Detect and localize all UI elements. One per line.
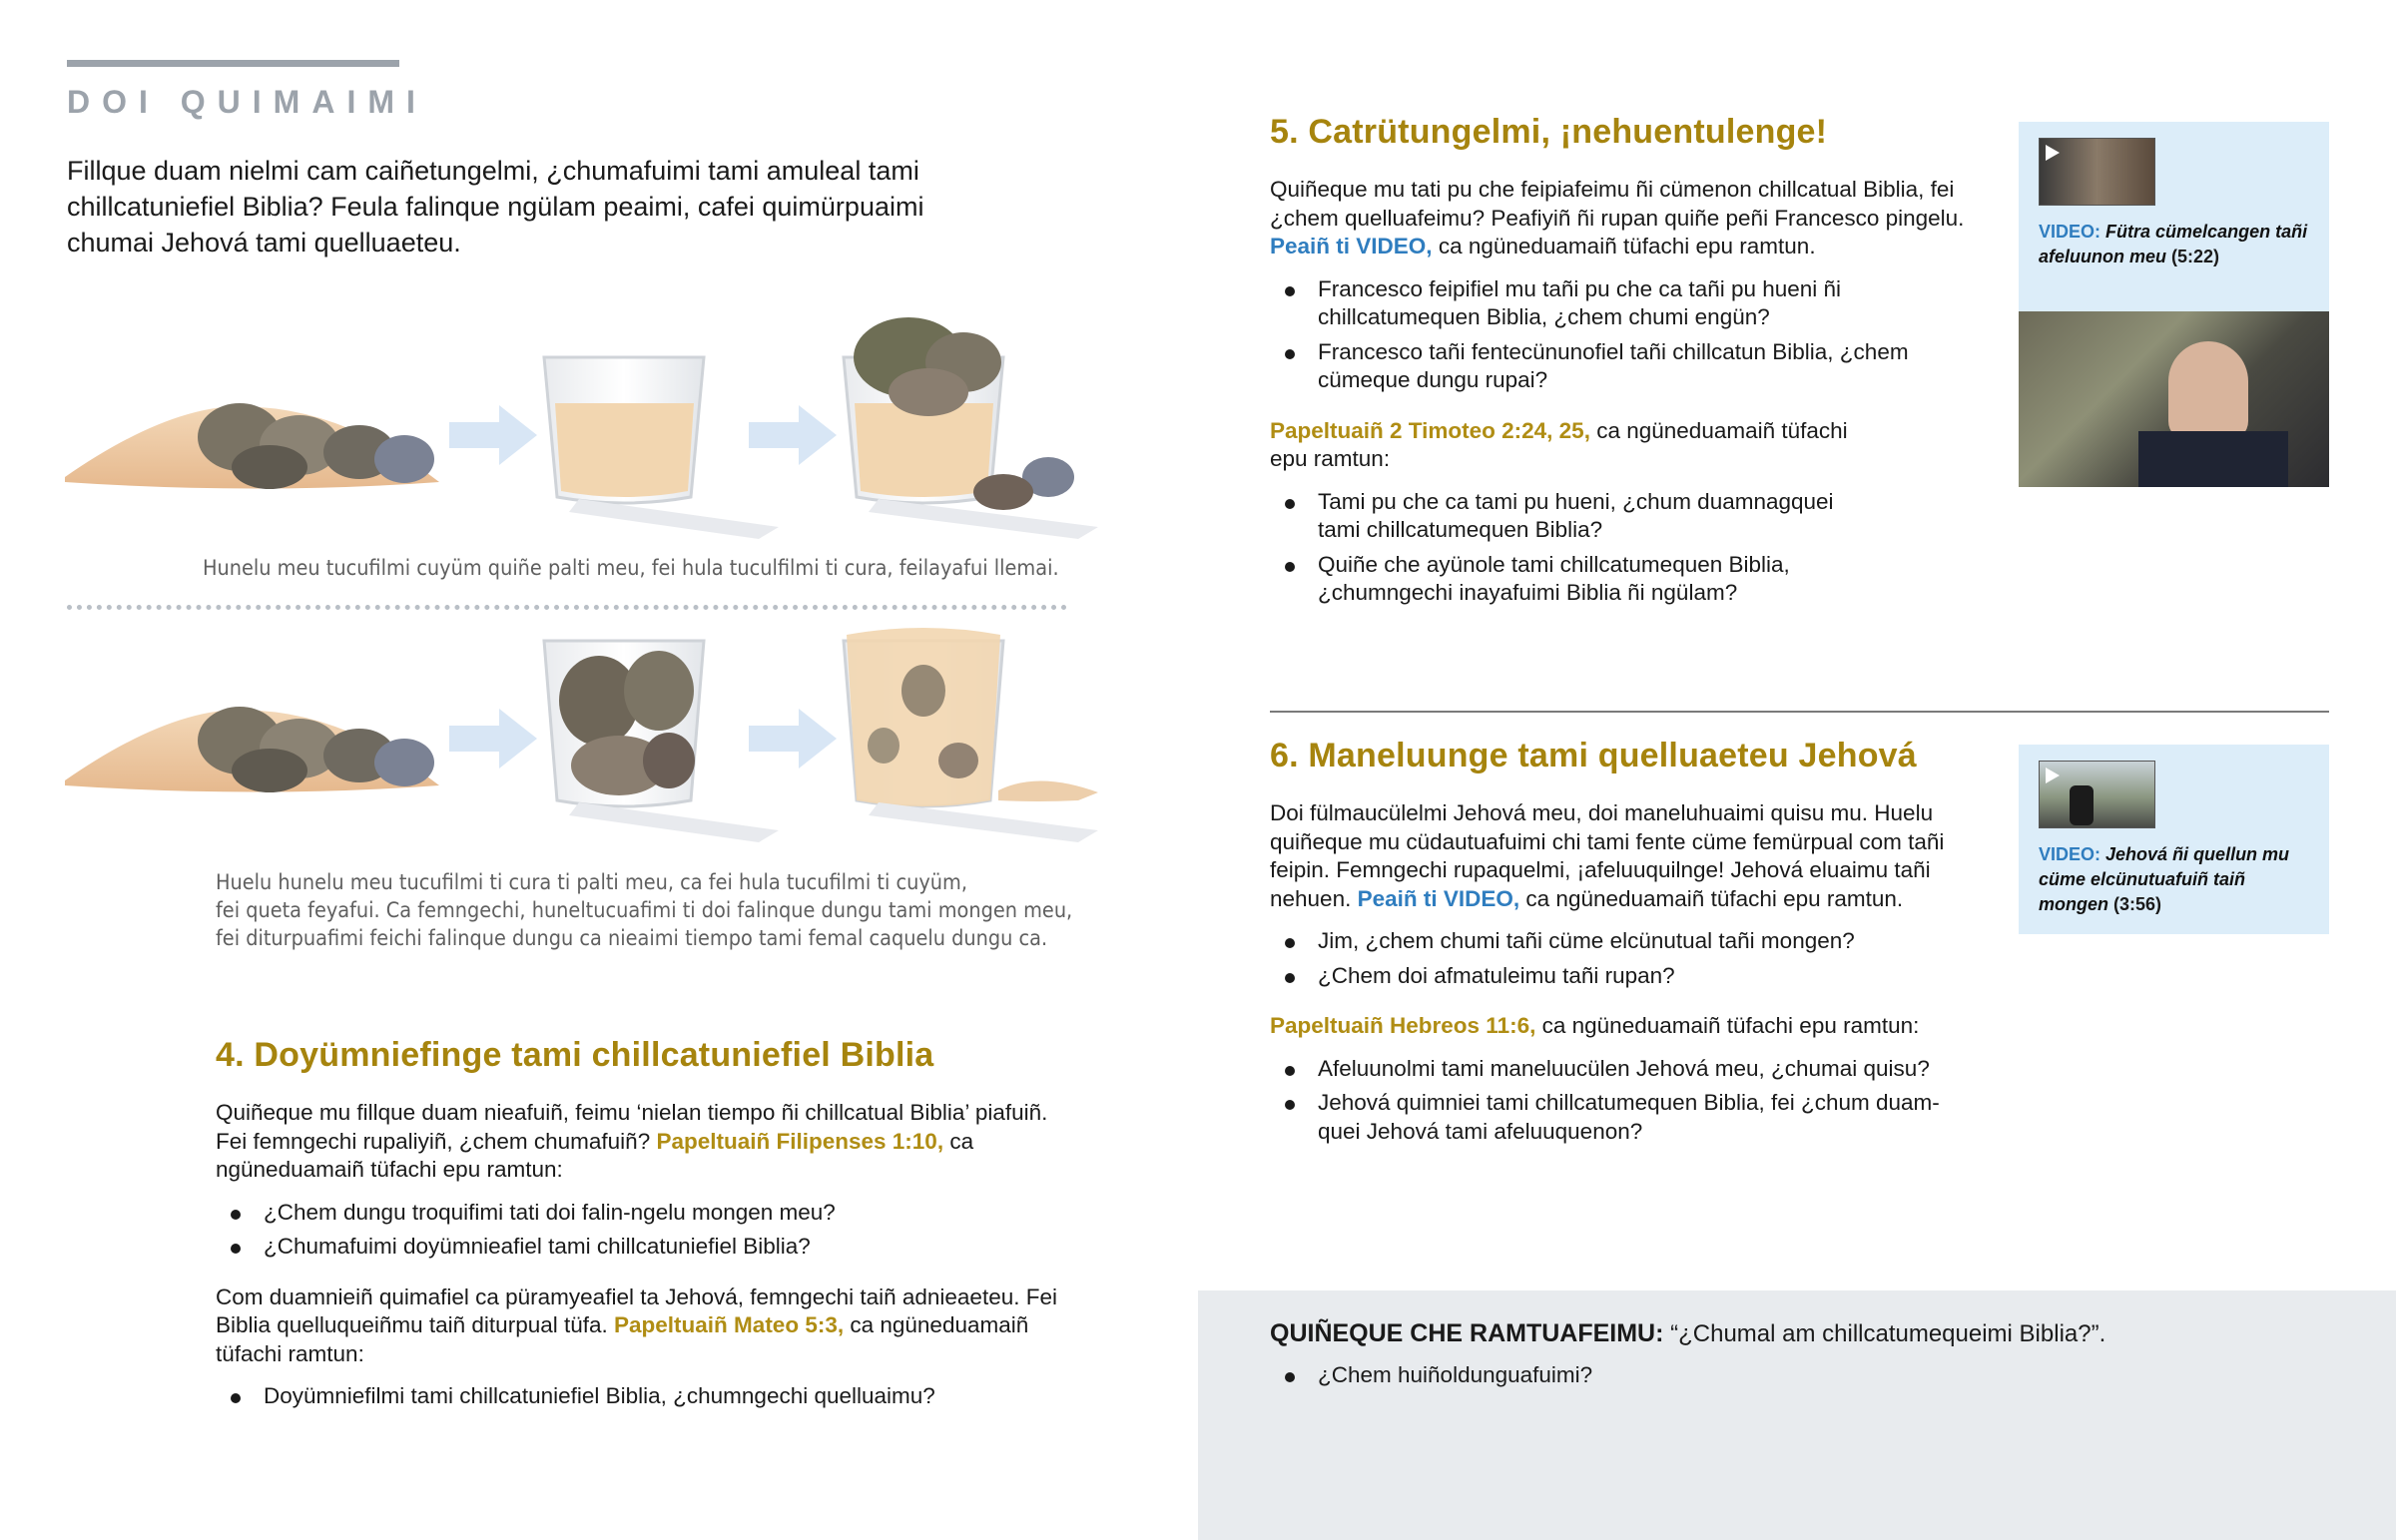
section-6: [1270, 737, 1989, 1152]
paragraph-text: Com duamnieiñ quimafiel ca püramyeafiel ta Jehová, femngechi taiñ adnieaeteu. Fei Biblia quelluqueiñmu taiñ diturpual tüfa.: [216, 1283, 1057, 1337]
caption-line: fei diturpuafimi feichi falinque dungu ca nieaimi tiempo tami femal caquelu dungu ca.: [216, 926, 1048, 950]
video-link[interactable]: Peaiñ ti VIDEO,: [1357, 885, 1520, 911]
section-divider: [1270, 711, 2329, 713]
video-name: Jehová ñi quellun mu cüme elcünutuafuiñ taiñ mongen: [2039, 844, 2290, 914]
paragraph-text: Doi fülmaucülelmi Jehová meu, doi maneluhuaimi quisu mu. Huelu quiñeque mu cüdautuafuimi chi tami fente cüme femürpual com tañi feipin. Femngechi rupaquelmi, ¡afeluuquilnge! Jehová eluaimu tañi nehuen.: [1270, 800, 1945, 911]
intro-paragraph: Fillque duam nielmi cam caiñetungelmi, ¿chumafuimi tami amuleal tami chillcatuniefiel Biblia? Feula falinque ngülam peaimi, cafei quimürpuaimi chumai Jehová tami quelluaeteu.: [67, 156, 924, 257]
list-item: Jim, ¿chem chumi tañi cüme elcünutual tañi mongen?: [1270, 927, 1989, 956]
illustration-caption-bottom: [216, 868, 1072, 952]
caption-line: Huelu hunelu meu tucufilmi ti cura ti palti meu, ca fei hula tucufilmi ti cuyüm,: [216, 870, 967, 894]
list-item: ¿Chem dungu troquifimi tati doi falin-ngelu mongen meu?: [216, 1199, 1059, 1228]
list-item: Quiñe che ayünole tami chillcatumequen Biblia, ¿chumngechi inayafuimi Biblia ñi ngülam?: [1270, 551, 1869, 608]
paragraph-text: Quiñeque mu fillque duam nieafuiñ, feimu ‘nielan tiempo ñi chillcatual Biblia’ piafuiñ. Fei femngechi rupaliyiñ, ¿chem chumafuiñ?: [216, 1100, 1048, 1154]
section-6-questions-1: [1270, 927, 1989, 990]
video-title: [2039, 842, 2318, 917]
section-rule: [67, 60, 399, 67]
caption-line: fei queta feyafui. Ca femngechi, huneltucuafimi ti doi falinque dungu tami mongen meu,: [216, 898, 1073, 922]
section-5-paragraph-2: [1270, 417, 1869, 474]
list-item: ¿Chumafuimi doyümnieafiel tami chillcatuniefiel Biblia?: [216, 1233, 1059, 1262]
list-item: Francesco tañi fentecünunofiel tañi chillcatun Biblia, ¿chem cümeque dungu rupai?: [1270, 338, 1979, 395]
list-item: Doyümniefilmi tami chillcatuniefiel Biblia, ¿chumngechi quelluaimu?: [216, 1382, 1059, 1411]
list-item: Jehová quimniei tami chillcatumequen Biblia, fei ¿chum duam-quei Jehová tami afeluuquenon?: [1270, 1089, 1969, 1146]
section-5-paragraph-1: [1270, 176, 1979, 261]
section-4-paragraph-1: [216, 1099, 1059, 1185]
list-item: Francesco feipifiel mu tañi pu che ca tañi pu hueni ñi chillcatumequen Biblia, ¿chem chumi engün?: [1270, 275, 1979, 332]
section-6-paragraph-2: [1270, 1012, 1989, 1041]
paragraph-text: ca ngüneduamaiñ tüfachi ramtun:: [216, 1312, 1029, 1366]
section-4: [216, 1036, 1059, 1417]
section-6-questions-2: [1270, 1055, 1969, 1147]
illustration-rocks-first: [60, 317, 1118, 539]
section-4-questions-1: [216, 1199, 1059, 1262]
section-6-title: 6. Maneluunge tami quelluaeteu Jehová: [1270, 737, 1917, 774]
section-6-paragraph-1: [1270, 799, 1989, 913]
paragraph-text: ca ngüneduamaiñ tüfachi epu ramtun:: [1270, 417, 1848, 471]
summary-label: QUIÑEQUE CHE RAMTUAFEIMU:: [1270, 1319, 1664, 1347]
summary-question: [1270, 1319, 2328, 1349]
video-label: VIDEO:: [2039, 222, 2101, 242]
scripture-reference[interactable]: Papeltuaiñ Mateo 5:3,: [614, 1312, 845, 1337]
list-item: Afeluunolmi tami maneluucülen Jehová meu, ¿chumai quisu?: [1270, 1055, 1969, 1084]
video-duration: (5:22): [2171, 247, 2220, 266]
play-icon: [2046, 145, 2060, 161]
illustration-sand-first: [60, 621, 1118, 842]
section-4-paragraph-2: [216, 1283, 1059, 1369]
video-box-5[interactable]: [2019, 122, 2329, 311]
scripture-reference[interactable]: Papeltuaiñ Filipenses 1:10,: [656, 1128, 944, 1154]
video-thumbnail[interactable]: [2039, 138, 2155, 206]
video-thumbnail[interactable]: [2039, 761, 2155, 828]
list-item: ¿Chem huiñoldunguafuimi?: [1270, 1361, 2328, 1390]
section-4-title: 4. Doyümniefinge tami chillcatuniefiel Biblia: [216, 1036, 934, 1074]
summary-list: [1270, 1361, 2328, 1390]
section-kicker: DOI QUIMAIMI: [67, 84, 427, 120]
paragraph-text: ca ngüneduamaiñ tüfachi epu ramtun:: [1541, 1013, 1920, 1038]
illustration-caption-top: Hunelu meu tucufilmi cuyüm quiñe palti meu, fei hula tuculfilmi ti cura, feilayafui llemai.: [203, 556, 1059, 580]
play-icon: [2046, 768, 2060, 783]
video-title: [2039, 220, 2308, 269]
section-5: [1270, 113, 1979, 614]
video-duration: (3:56): [2113, 894, 2162, 914]
paragraph-text: ca ngüneduamaiñ tüfachi epu ramtun:: [216, 1128, 974, 1182]
paragraph-text: ca ngüneduamaiñ tüfachi epu ramtun.: [1525, 885, 1904, 911]
list-item: Tami pu che ca tami pu hueni, ¿chum duamnagquei tami chillcatumequen Biblia?: [1270, 488, 1869, 545]
scripture-reference[interactable]: Papeltuaiñ Hebreos 11:6,: [1270, 1013, 1536, 1038]
section-5-questions-2: [1270, 488, 1869, 608]
paragraph-text: Quiñeque mu tati pu che feipiafeimu ñi cümenon chillcatual Biblia, fei ¿chem quelluafeimu? Peafiyiñ ñi rupan quiñe peñi Francesco pingelu.: [1270, 177, 1965, 231]
scripture-reference[interactable]: Papeltuaiñ 2 Timoteo 2:24, 25,: [1270, 417, 1590, 443]
video-label: VIDEO:: [2039, 844, 2101, 864]
video-name: Fütra cümelcangen tañi afeluunon meu: [2039, 222, 2308, 266]
illustration-divider: [67, 605, 1067, 610]
video-still-image: [2019, 311, 2329, 487]
video-box-6[interactable]: [2019, 745, 2329, 934]
person-figure: [2168, 341, 2248, 441]
summary-content: [1270, 1319, 2328, 1395]
section-5-title: 5. Catrütungelmi, ¡nehuentulenge!: [1270, 113, 1828, 151]
section-5-questions-1: [1270, 275, 1979, 395]
motorcycle-figure: [2070, 785, 2094, 825]
list-item: ¿Chem doi afmatuleimu tañi rupan?: [1270, 962, 1989, 991]
video-link[interactable]: Peaiñ ti VIDEO,: [1270, 234, 1433, 258]
summary-question-text: “¿Chumal am chillcatumequeimi Biblia?”.: [1670, 1320, 2106, 1347]
paragraph-text: ca ngüneduamaiñ tüfachi epu ramtun.: [1438, 234, 1816, 258]
person-jacket: [2138, 431, 2288, 487]
section-4-questions-2: [216, 1382, 1059, 1411]
